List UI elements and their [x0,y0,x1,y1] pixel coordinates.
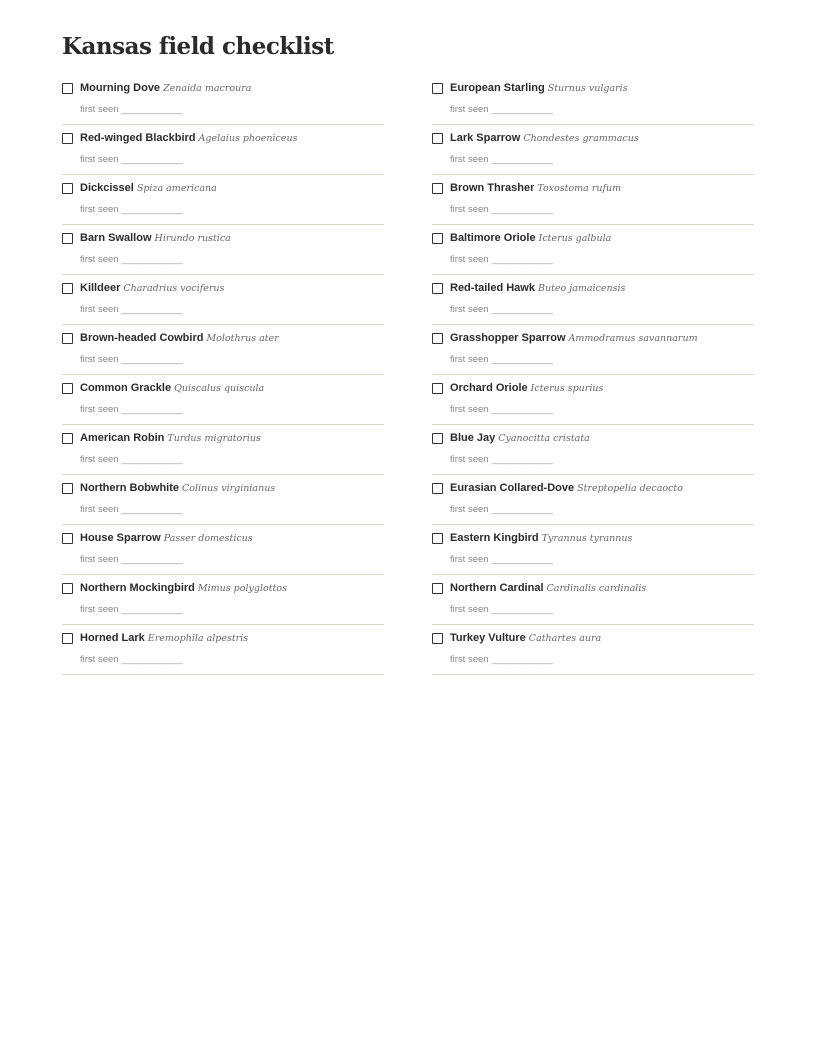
first-seen-blank[interactable]: ____________ [121,304,183,315]
first-seen-blank[interactable]: ____________ [491,654,553,665]
first-seen-label: first seen [80,404,119,415]
first-seen-blank[interactable]: ____________ [491,354,553,365]
first-seen-label: first seen [80,504,119,515]
checklist-item [432,175,754,225]
first-seen-blank[interactable]: ____________ [121,654,183,665]
first-seen-blank[interactable]: ____________ [121,604,183,615]
first-seen-blank[interactable]: ____________ [121,504,183,515]
species-checkbox[interactable] [62,583,73,594]
first-seen-label: first seen [450,404,489,415]
species-checkbox[interactable] [432,633,443,644]
checklist-item [62,425,384,475]
species-checkbox[interactable] [62,533,73,544]
first-seen-label: first seen [450,154,489,165]
common-name: Mourning Dove [80,82,161,94]
species-checkbox[interactable] [62,283,73,294]
first-seen-label: first seen [450,304,489,315]
species-checkbox[interactable] [432,533,443,544]
species-checkbox[interactable] [432,283,443,294]
first-seen-blank[interactable]: ____________ [491,104,553,115]
checklist-item [432,375,754,425]
first-seen-blank[interactable]: ____________ [491,504,553,515]
species-checkbox[interactable] [62,333,73,344]
common-name: Red-tailed Hawk [450,282,535,294]
common-name: Brown-headed Cowbird [80,332,204,344]
first-seen-label: first seen [80,304,119,315]
checklist-column-right [432,75,754,675]
checklist-item [62,475,384,525]
species-checkbox[interactable] [432,333,443,344]
scientific-name: Zenaida macroura [163,83,252,94]
first-seen-label: first seen [80,254,119,265]
species-checkbox[interactable] [432,83,443,94]
species-checkbox[interactable] [432,583,443,594]
common-name: Blue Jay [450,432,496,444]
species-checkbox[interactable] [62,433,73,444]
common-name: Brown Thrasher [450,182,535,194]
first-seen-blank[interactable]: ____________ [121,254,183,265]
first-seen-blank[interactable]: ____________ [491,254,553,265]
first-seen-blank[interactable]: ____________ [491,204,553,215]
common-name: Turkey Vulture [450,632,526,644]
scientific-name: Passer domesticus [163,533,253,544]
checklist-item [62,625,384,675]
species-checkbox[interactable] [432,233,443,244]
scientific-name: Spiza americana [136,183,217,194]
first-seen-label: first seen [450,354,489,365]
common-name: Northern Bobwhite [80,482,179,494]
first-seen-blank[interactable]: ____________ [121,154,183,165]
species-checkbox[interactable] [432,133,443,144]
common-name: Lark Sparrow [450,132,521,144]
first-seen-blank[interactable]: ____________ [491,554,553,565]
common-name: Common Grackle [80,382,172,394]
scientific-name: Buteo jamaicensis [537,283,626,294]
scientific-name: Molothrus ater [206,333,279,344]
species-checkbox[interactable] [62,483,73,494]
scientific-name: Tyrannus tyrannus [541,533,633,544]
checklist-item [62,275,384,325]
checklist-item [432,225,754,275]
checklist-item [62,525,384,575]
first-seen-label: first seen [80,554,119,565]
scientific-name: Eremophila alpestris [147,633,249,644]
first-seen-label: first seen [80,654,119,665]
scientific-name: Cathartes aura [528,633,602,644]
scientific-name: Quiscalus quiscula [174,383,265,394]
first-seen-blank[interactable]: ____________ [491,154,553,165]
common-name: Dickcissel [80,182,134,194]
scientific-name: Ammodramus savannarum [568,333,698,344]
species-checkbox[interactable] [62,383,73,394]
common-name: Horned Lark [80,632,145,644]
species-checkbox[interactable] [432,183,443,194]
common-name: Killdeer [80,282,121,294]
species-checkbox[interactable] [62,633,73,644]
scientific-name: Mimus polyglottos [197,583,287,594]
scientific-name: Cyanocitta cristata [498,433,590,444]
scientific-name: Cardinalis cardinalis [546,583,647,594]
common-name: Barn Swallow [80,232,152,244]
first-seen-blank[interactable]: ____________ [121,204,183,215]
first-seen-label: first seen [80,154,119,165]
species-checkbox[interactable] [62,233,73,244]
first-seen-label: first seen [450,554,489,565]
first-seen-blank[interactable]: ____________ [491,454,553,465]
checklist-item [432,625,754,675]
scientific-name: Colinus virginianus [182,483,276,494]
species-checkbox[interactable] [432,383,443,394]
scientific-name: Icterus galbula [538,233,612,244]
first-seen-label: first seen [450,604,489,615]
first-seen-blank[interactable]: ____________ [491,304,553,315]
first-seen-label: first seen [450,654,489,665]
checklist-item [62,575,384,625]
checklist-item [432,425,754,475]
first-seen-label: first seen [450,204,489,215]
first-seen-blank[interactable]: ____________ [121,354,183,365]
checklist-item [62,225,384,275]
first-seen-label: first seen [450,104,489,115]
scientific-name: Charadrius vociferus [123,283,225,294]
first-seen-blank[interactable]: ____________ [491,604,553,615]
checklist-item [432,325,754,375]
common-name: Northern Mockingbird [80,582,195,594]
species-checkbox[interactable] [432,483,443,494]
checklist-item [432,125,754,175]
common-name: Orchard Oriole [450,382,528,394]
first-seen-blank[interactable]: ____________ [121,404,183,415]
scientific-name: Icterus spurius [530,383,604,394]
common-name: Red-winged Blackbird [80,132,196,144]
checklist-item [62,325,384,375]
common-name: Eastern Kingbird [450,532,539,544]
first-seen-label: first seen [80,604,119,615]
species-checkbox[interactable] [432,433,443,444]
scientific-name: Hirundo rustica [154,233,231,244]
common-name: Eurasian Collared-Dove [450,482,575,494]
checklist-item [432,525,754,575]
first-seen-blank[interactable]: ____________ [121,104,183,115]
common-name: European Starling [450,82,545,94]
scientific-name: Sturnus vulgaris [547,83,628,94]
common-name: Grasshopper Sparrow [450,332,566,344]
checklist-item [432,75,754,125]
checklist-item [62,125,384,175]
first-seen-blank[interactable]: ____________ [121,554,183,565]
common-name: House Sparrow [80,532,161,544]
checklist-column-left [62,75,384,675]
first-seen-blank[interactable]: ____________ [491,404,553,415]
first-seen-label: first seen [80,454,119,465]
checklist-item [432,575,754,625]
species-checkbox[interactable] [62,183,73,194]
scientific-name: Toxostoma rufum [537,183,622,194]
scientific-name: Agelaius phoeniceus [198,133,298,144]
scientific-name: Turdus migratorius [167,433,261,444]
common-name: Baltimore Oriole [450,232,536,244]
scientific-name: Streptopelia decaocto [577,483,683,494]
first-seen-blank[interactable]: ____________ [121,454,183,465]
first-seen-label: first seen [450,454,489,465]
first-seen-label: first seen [80,204,119,215]
first-seen-label: first seen [450,504,489,515]
scientific-name: Chondestes grammacus [523,133,639,144]
first-seen-label: first seen [80,104,119,115]
page-title: Kansas field checklist [62,33,334,60]
first-seen-label: first seen [80,354,119,365]
checklist-item [62,175,384,225]
species-checkbox[interactable] [62,133,73,144]
common-name: Northern Cardinal [450,582,544,594]
checklist-item [62,375,384,425]
checklist-item [62,75,384,125]
checklist-item [432,475,754,525]
first-seen-label: first seen [450,254,489,265]
checklist-item [432,275,754,325]
species-checkbox[interactable] [62,83,73,94]
common-name: American Robin [80,432,165,444]
